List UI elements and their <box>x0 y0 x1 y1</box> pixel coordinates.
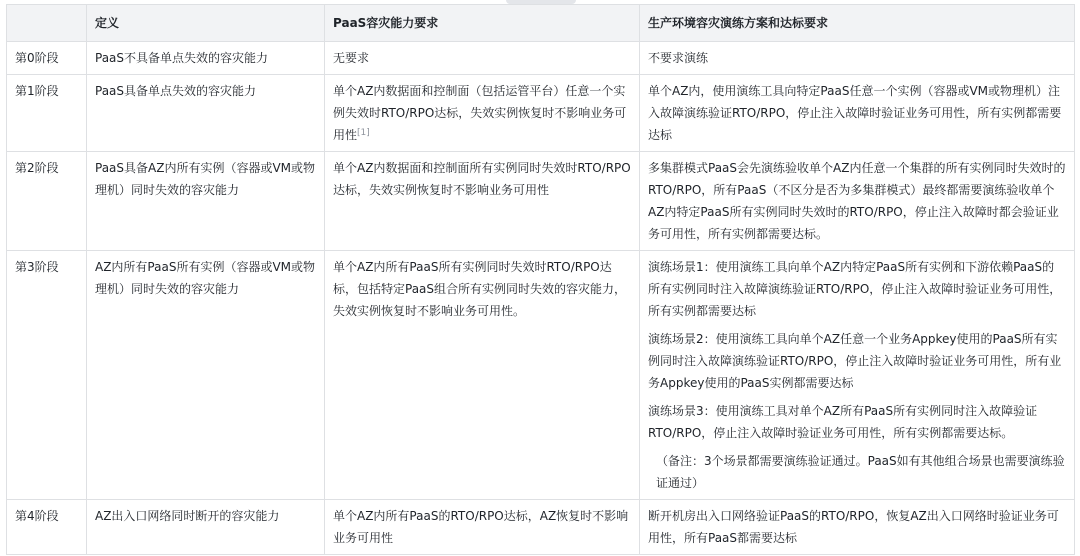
header-definition: 定义 <box>87 5 325 42</box>
definition-cell: AZ内所有PaaS所有实例（容器或VM或物理机）同时失效的容灾能力 <box>87 251 325 500</box>
drill-cell <box>640 42 1075 75</box>
drill-scenario-1: 演练场景1：使用演练工具向单个AZ内特定PaaS所有实例和下游依赖PaaS的所有实例同时注入故障演练验证RTO/RPO，停止注入故障时验证业务可用性，所有实例都需要达标 <box>648 260 1062 318</box>
drill-paragraph: 断开机房出入口网络验证PaaS的RTO/RPO，恢复AZ出入口网络时验证业务可用性，所有PaaS都需要达标 <box>648 509 1059 545</box>
requirement-text: 单个AZ内数据面和控制面（包括运管平台）任意一个实例失效时RTO/RPO达标，失效实例恢复时不影响业务可用性 <box>333 84 627 142</box>
drill-scenario-3: 演练场景3：使用演练工具对单个AZ所有PaaS所有实例同时注入故障验证RTO/RPO，停止注入故障时验证业务可用性，所有实例都需要达标。 <box>648 404 1038 440</box>
table-row <box>7 42 1075 75</box>
header-stage <box>7 5 87 42</box>
table-header-row <box>7 5 1075 42</box>
drill-note: （备注：3个场景都需要演练验证通过。PaaS如有其他组合场景也需要演练验证通过） <box>656 454 1065 490</box>
stage-cell: 第0阶段 <box>7 42 87 75</box>
table-row <box>7 75 1075 152</box>
header-drill-plan: 生产环境容灾演练方案和达标要求 <box>640 5 1075 42</box>
definition-cell: PaaS不具备单点失效的容灾能力 <box>87 42 325 75</box>
requirement-cell: 无要求 <box>325 42 640 75</box>
drill-paragraph: 多集群模式PaaS会先演练验收单个AZ内任意一个集群的所有实例同时失效时的RTO/RPO，所有PaaS（不区分是否为多集群模式）最终都需要演练验收单个AZ内特定PaaS所有实例同时失效时的RTO/RPO，停止注入故障时都会验证业务可用性，所有实例都需要达标。 <box>648 161 1066 241</box>
definition-cell: PaaS具备单点失效的容灾能力 <box>87 75 325 152</box>
stage-cell: 第1阶段 <box>7 75 87 152</box>
drill-scenario-2: 演练场景2：使用演练工具向单个AZ任意一个业务Appkey使用的PaaS所有实例同时注入故障演练验证RTO/RPO，停止注入故障时验证业务可用性，所有业务Appkey使用的PaaS实例都需要达标 <box>648 332 1062 390</box>
footnote-reference[interactable]: [1] <box>357 128 370 138</box>
stage-cell: 第3阶段 <box>7 251 87 500</box>
drill-cell <box>640 251 1075 500</box>
drill-cell <box>640 500 1075 555</box>
requirement-cell <box>325 75 640 152</box>
header-paas-requirement: PaaS容灾能力要求 <box>325 5 640 42</box>
disaster-recovery-stage-table <box>6 4 1075 555</box>
requirement-cell: 单个AZ内所有PaaS的RTO/RPO达标，AZ恢复时不影响业务可用性 <box>325 500 640 555</box>
definition-cell: AZ出入口网络同时断开的容灾能力 <box>87 500 325 555</box>
definition-cell: PaaS具备AZ内所有实例（容器或VM或物理机）同时失效的容灾能力 <box>87 152 325 251</box>
stage-cell: 第2阶段 <box>7 152 87 251</box>
stage-cell: 第4阶段 <box>7 500 87 555</box>
drill-cell <box>640 152 1075 251</box>
requirement-cell: 单个AZ内数据面和控制面所有实例同时失效时RTO/RPO达标，失效实例恢复时不影响业务可用性 <box>325 152 640 251</box>
table-row <box>7 251 1075 500</box>
table-row <box>7 152 1075 251</box>
requirement-cell: 单个AZ内所有PaaS所有实例同时失效时RTO/RPO达标，包括特定PaaS组合所有实例同时失效的容灾能力，失效实例恢复时不影响业务可用性。 <box>325 251 640 500</box>
drill-paragraph: 不要求演练 <box>648 51 709 65</box>
drill-paragraph: 单个AZ内，使用演练工具向特定PaaS任意一个实例（容器或VM或物理机）注入故障演练验证RTO/RPO，停止注入故障时验证业务可用性，所有实例都需要达标 <box>648 84 1062 142</box>
drill-cell <box>640 75 1075 152</box>
table-row <box>7 500 1075 555</box>
